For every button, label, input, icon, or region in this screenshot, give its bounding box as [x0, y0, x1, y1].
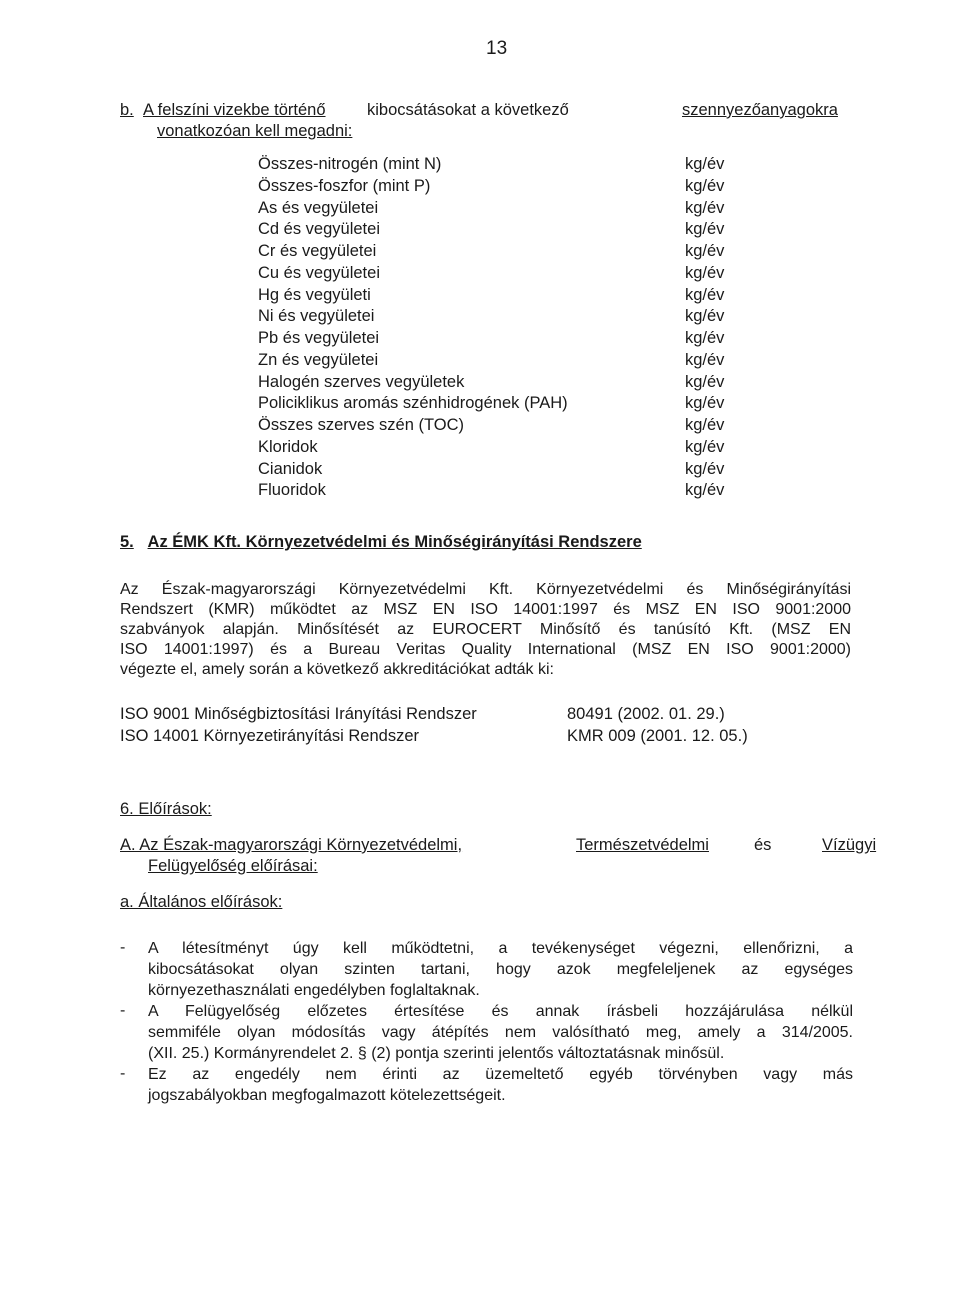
section5-heading-text: Az ÉMK Kft. Környezetvédelmi és Minőségirányítási Rendszere [147, 533, 642, 551]
pollutant-row [258, 307, 738, 329]
pollutant-row [258, 199, 738, 221]
section6-heading: 6. Előírások: [120, 800, 212, 818]
bullet-marker: - [120, 1002, 126, 1019]
certificate-number: 80491 (2002. 01. 29.) [567, 705, 725, 723]
pollutant-row [258, 373, 738, 395]
pollutant-name: Cr és vegyületei [258, 242, 377, 260]
section6-sub-a-heading: a. Általános előírások: [120, 893, 283, 911]
pollutant-unit: kg/év [685, 350, 725, 369]
pollutant-name: Cd és vegyületei [258, 220, 380, 239]
certificate-number: KMR 009 (2001. 12. 05.) [567, 727, 748, 745]
pollutant-unit: kg/év [685, 437, 725, 456]
pollutant-name: Összes-nitrogén (mint N) [258, 155, 442, 173]
section5-paragraph-line: végezte el, amely során a következő akkreditációkat adták ki: [120, 661, 554, 678]
section4-intro-part-c: szennyezőanyagokra [682, 101, 838, 119]
section6-subA-part-b: Természetvédelmi [576, 836, 709, 854]
pollutant-row [258, 438, 738, 460]
section4-intro-part-b: kibocsátásokat a következő [367, 101, 569, 119]
section5-paragraph-line: Rendszert (KMR) működtet az MSZ EN ISO 14001:1997 és MSZ EN ISO 9001:2000 [120, 601, 851, 618]
pollutant-unit: kg/év [685, 198, 725, 217]
section6-subA-part-c: és [754, 836, 772, 854]
section5-paragraph-line: ISO 14001:1997) és a Bureau Veritas Quality International (MSZ EN ISO 9001:2000) [120, 641, 851, 658]
section4-intro-line1 [120, 101, 888, 123]
section4-intro-line2: vonatkozóan kell megadni: [157, 122, 353, 140]
pollutant-row [258, 177, 738, 199]
pollutant-name: Policiklikus aromás szénhidrogének (PAH) [258, 394, 568, 413]
pollutant-unit: kg/év [685, 481, 725, 500]
bullet-text-line: A Felügyelőség előzetes értesítése és annak írásbeli hozzájárulása nélkül [148, 1003, 853, 1020]
pollutant-unit: kg/év [685, 242, 725, 260]
certificate-name: ISO 14001 Környezetirányítási Rendszer [120, 727, 419, 745]
section5-heading [120, 533, 642, 552]
pollutant-unit: kg/év [685, 176, 725, 195]
section4-intro-part-a: A felszíni vizekbe történő [143, 101, 326, 119]
bullet-marker: - [120, 1065, 126, 1082]
pollutant-name: Pb és vegyületei [258, 329, 380, 347]
pollutant-row [258, 329, 738, 351]
section6-subA-line2: Felügyelőség előírásai: [148, 857, 318, 875]
pollutant-row [258, 242, 738, 264]
pollutant-name: Kloridok [258, 437, 318, 456]
section5-paragraph-line: Az Észak-magyarországi Környezetvédelmi Kft. Környezetvédelmi és Minőségirányítási [120, 581, 851, 598]
bullet-text-line: jogszabályokban megfogalmazott kötelezettségeit. [148, 1087, 506, 1104]
pollutant-unit: kg/év [685, 155, 725, 173]
pollutant-name: Fluoridok [258, 481, 326, 500]
pollutant-name: As és vegyületei [258, 198, 379, 217]
bullet-text-line: Ez az engedély nem érinti az üzemeltető egyéb törvényben vagy más [148, 1066, 853, 1083]
pollutant-unit: kg/év [685, 416, 725, 434]
pollutant-row [258, 264, 738, 286]
pollutant-row [258, 286, 738, 308]
certificate-name: ISO 9001 Minőségbiztosítási Irányítási Rendszer [120, 705, 477, 723]
pollutant-name: Zn és vegyületei [258, 350, 379, 369]
bullet-text-line: (XII. 25.) Kormányrendelet 2. § (2) pontja szerinti jelentős változtatásnak minősül. [148, 1045, 725, 1062]
pollutant-name: Hg és vegyületi [258, 285, 371, 304]
section5-paragraph-line: szabványok alapján. Minősítését az EUROCERT Minősítő és tanúsító Kft. (MSZ EN [120, 621, 851, 638]
pollutant-unit: kg/év [685, 372, 725, 391]
bullet-marker: - [120, 939, 126, 956]
pollutant-unit: kg/év [685, 459, 725, 478]
section5-heading-number: 5. [120, 533, 134, 551]
pollutant-name: Cianidok [258, 459, 323, 478]
pollutant-row [258, 416, 738, 438]
pollutant-row [258, 394, 738, 416]
section6-subA-line1 [120, 836, 888, 858]
bullet-text-line: semmiféle olyan módosítás vagy átépítés nem valósítható meg, amely a 314/2005. [148, 1024, 853, 1041]
pollutant-row [258, 460, 738, 482]
pollutant-unit: kg/év [685, 285, 725, 304]
pollutant-name: Összes szerves szén (TOC) [258, 416, 464, 434]
pollutant-name: Cu és vegyületei [258, 263, 380, 282]
pollutant-name: Halogén szerves vegyületek [258, 372, 465, 391]
pollutant-row [258, 481, 738, 503]
section6-subA-part-a: A. Az Észak-magyarországi Környezetvédelmi, [120, 836, 463, 854]
bullet-text-line: környezethasználati engedélyben foglaltaknak. [148, 982, 480, 999]
pollutant-name: Ni és vegyületei [258, 307, 375, 326]
pollutant-unit: kg/év [685, 220, 725, 239]
section6-subA-part-d: Vízügyi [822, 836, 877, 854]
section4-item-number: b. [120, 101, 134, 119]
bullet-text-line: kibocsátásokat olyan szinten tartani, hogy azok megfeleljenek az egységes [148, 961, 853, 978]
bullet-text-line: A létesítményt úgy kell működtetni, a tevékenységet végezni, ellenőrizni, a [148, 940, 853, 957]
pollutant-unit: kg/év [685, 263, 725, 282]
pollutant-row [258, 351, 738, 373]
pollutant-unit: kg/év [685, 394, 725, 413]
pollutant-name: Összes-foszfor (mint P) [258, 176, 431, 195]
pollutant-row [258, 155, 738, 177]
pollutant-unit: kg/év [685, 329, 725, 347]
pollutant-row [258, 220, 738, 242]
pollutant-unit: kg/év [685, 307, 725, 326]
page-number: 13 [486, 38, 508, 59]
